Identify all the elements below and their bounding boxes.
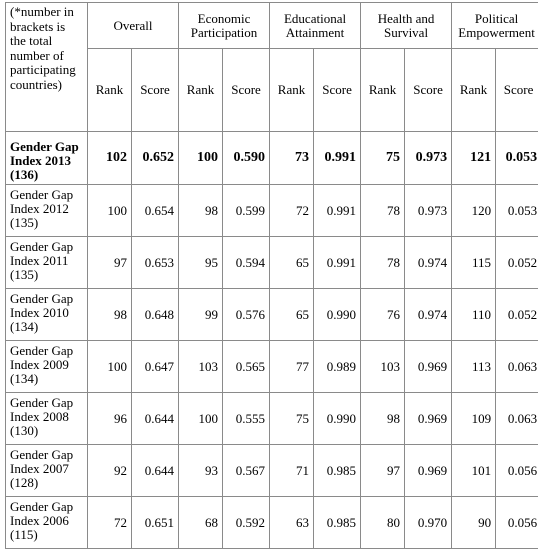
cell-overall-score: 0.651 <box>132 497 179 549</box>
table-row <box>6 132 538 185</box>
cell-political-score: 0.053 <box>496 132 538 185</box>
cell-educational-score: 0.985 <box>314 497 361 549</box>
cell-health-score: 0.973 <box>405 185 452 237</box>
cell-educational-rank: 73 <box>270 132 314 185</box>
cell-health-rank: 78 <box>361 185 405 237</box>
cell-political-rank: 101 <box>452 445 496 497</box>
cell-educational-rank: 75 <box>270 393 314 445</box>
subheader-score: Score <box>132 49 179 132</box>
cell-educational-score: 0.991 <box>314 132 361 185</box>
cell-overall-rank: 102 <box>88 132 132 185</box>
cell-health-score: 0.970 <box>405 497 452 549</box>
cell-political-rank: 109 <box>452 393 496 445</box>
subheader-score: Score <box>496 49 538 132</box>
cell-political-score: 0.063 <box>496 393 538 445</box>
cell-educational-rank: 63 <box>270 497 314 549</box>
cell-educational-score: 0.990 <box>314 289 361 341</box>
cell-overall-score: 0.652 <box>132 132 179 185</box>
cell-political-rank: 121 <box>452 132 496 185</box>
subheader-rank: Rank <box>361 49 405 132</box>
cell-economic-rank: 95 <box>179 237 223 289</box>
table-row <box>6 341 538 393</box>
cell-health-score: 0.974 <box>405 289 452 341</box>
cell-political-rank: 90 <box>452 497 496 549</box>
cell-overall-rank: 92 <box>88 445 132 497</box>
group-header-row <box>6 3 538 49</box>
cell-political-score: 0.052 <box>496 237 538 289</box>
cell-health-rank: 80 <box>361 497 405 549</box>
row-label: Gender Gap Index 2011 (135) <box>6 237 88 289</box>
cell-health-rank: 76 <box>361 289 405 341</box>
cell-overall-rank: 97 <box>88 237 132 289</box>
group-header-economic: Economic Participation <box>179 3 270 49</box>
cell-political-rank: 110 <box>452 289 496 341</box>
cell-health-rank: 97 <box>361 445 405 497</box>
cell-educational-score: 0.990 <box>314 393 361 445</box>
cell-health-rank: 98 <box>361 393 405 445</box>
group-header-overall: Overall <box>88 3 179 49</box>
cell-economic-score: 0.592 <box>223 497 270 549</box>
subheader-score: Score <box>314 49 361 132</box>
cell-economic-rank: 100 <box>179 132 223 185</box>
subheader-rank: Rank <box>270 49 314 132</box>
row-label: Gender Gap Index 2013 (136) <box>6 132 88 185</box>
cell-political-score: 0.063 <box>496 341 538 393</box>
row-label: Gender Gap Index 2008 (130) <box>6 393 88 445</box>
table-row <box>6 237 538 289</box>
row-label: Gender Gap Index 2012 (135) <box>6 185 88 237</box>
cell-health-score: 0.973 <box>405 132 452 185</box>
cell-health-rank: 75 <box>361 132 405 185</box>
cell-overall-rank: 98 <box>88 289 132 341</box>
group-header-educational: Educational Attainment <box>270 3 361 49</box>
cell-economic-score: 0.594 <box>223 237 270 289</box>
row-label: Gender Gap Index 2010 (134) <box>6 289 88 341</box>
cell-overall-score: 0.644 <box>132 445 179 497</box>
cell-political-rank: 113 <box>452 341 496 393</box>
cell-educational-rank: 71 <box>270 445 314 497</box>
cell-political-score: 0.056 <box>496 497 538 549</box>
row-label: Gender Gap Index 2007 (128) <box>6 445 88 497</box>
row-label: Gender Gap Index 2009 (134) <box>6 341 88 393</box>
cell-health-score: 0.969 <box>405 393 452 445</box>
table-row <box>6 185 538 237</box>
subheader-rank: Rank <box>179 49 223 132</box>
cell-political-score: 0.053 <box>496 185 538 237</box>
cell-educational-rank: 72 <box>270 185 314 237</box>
cell-overall-score: 0.654 <box>132 185 179 237</box>
group-header-political: Political Empowerment <box>452 3 538 49</box>
cell-overall-score: 0.644 <box>132 393 179 445</box>
cell-educational-rank: 77 <box>270 341 314 393</box>
cell-overall-score: 0.653 <box>132 237 179 289</box>
cell-economic-rank: 99 <box>179 289 223 341</box>
cell-political-score: 0.052 <box>496 289 538 341</box>
cell-economic-score: 0.567 <box>223 445 270 497</box>
cell-political-score: 0.056 <box>496 445 538 497</box>
cell-educational-rank: 65 <box>270 289 314 341</box>
cell-economic-rank: 93 <box>179 445 223 497</box>
table-body <box>6 132 538 549</box>
table-row <box>6 497 538 549</box>
cell-economic-rank: 100 <box>179 393 223 445</box>
cell-health-score: 0.969 <box>405 445 452 497</box>
cell-economic-rank: 103 <box>179 341 223 393</box>
table-row <box>6 393 538 445</box>
cell-economic-score: 0.565 <box>223 341 270 393</box>
table-row <box>6 289 538 341</box>
subheader-rank: Rank <box>88 49 132 132</box>
cell-educational-score: 0.985 <box>314 445 361 497</box>
cell-economic-score: 0.555 <box>223 393 270 445</box>
row-label: Gender Gap Index 2006 (115) <box>6 497 88 549</box>
cell-educational-score: 0.991 <box>314 185 361 237</box>
cell-economic-rank: 98 <box>179 185 223 237</box>
subheader-score: Score <box>223 49 270 132</box>
cell-economic-score: 0.590 <box>223 132 270 185</box>
cell-health-score: 0.969 <box>405 341 452 393</box>
cell-political-rank: 120 <box>452 185 496 237</box>
cell-overall-rank: 72 <box>88 497 132 549</box>
cell-economic-score: 0.576 <box>223 289 270 341</box>
table-note: (*number in brackets is the total number of participating countries) <box>6 3 88 132</box>
group-header-health: Health and Survival <box>361 3 452 49</box>
cell-economic-score: 0.599 <box>223 185 270 237</box>
cell-educational-rank: 65 <box>270 237 314 289</box>
cell-educational-score: 0.989 <box>314 341 361 393</box>
cell-educational-score: 0.991 <box>314 237 361 289</box>
gender-gap-table <box>5 2 538 549</box>
subheader-score: Score <box>405 49 452 132</box>
cell-overall-score: 0.648 <box>132 289 179 341</box>
cell-health-score: 0.974 <box>405 237 452 289</box>
cell-political-rank: 115 <box>452 237 496 289</box>
cell-overall-rank: 96 <box>88 393 132 445</box>
cell-economic-rank: 68 <box>179 497 223 549</box>
cell-overall-score: 0.647 <box>132 341 179 393</box>
table-row <box>6 445 538 497</box>
cell-health-rank: 103 <box>361 341 405 393</box>
cell-overall-rank: 100 <box>88 341 132 393</box>
cell-health-rank: 78 <box>361 237 405 289</box>
subheader-rank: Rank <box>452 49 496 132</box>
cell-overall-rank: 100 <box>88 185 132 237</box>
